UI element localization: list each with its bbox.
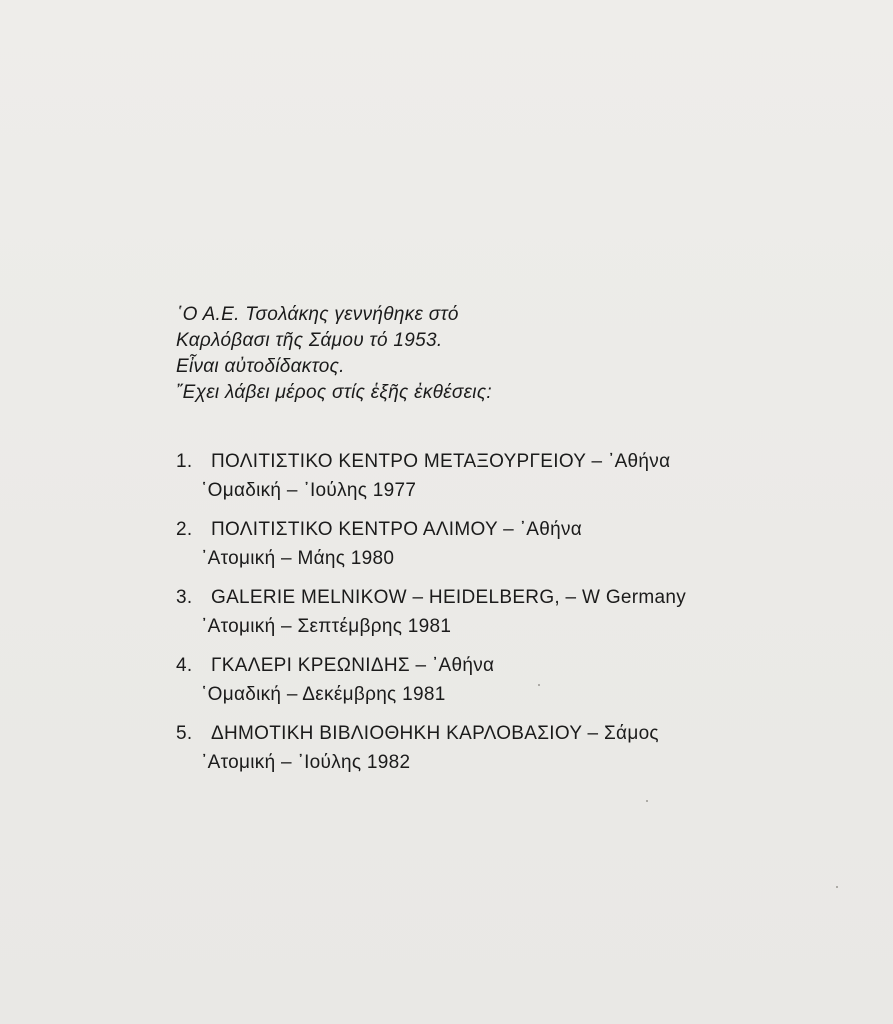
exhibition-title: ΓΚΑΛΕΡΙ ΚΡΕΩΝΙΔΗΣ – ᾿Αθήνα: [211, 655, 495, 676]
exhibition-number: 1.: [176, 451, 193, 472]
paper-speck: [538, 684, 540, 686]
exhibition-title: GALERIE MELNIKOW – HEIDELBERG, – W Germany: [211, 587, 687, 608]
exhibition-number: 4.: [176, 655, 193, 676]
exhibition-detail: ᾿Ατομική – Μάης 1980: [201, 548, 395, 569]
biography-line: ῎Εχει λάβει μέρος στίς ἑξῆς ἐκθέσεις:: [176, 382, 492, 403]
biography-line: Καρλόβασι τῆς Σάμου τό 1953.: [176, 330, 443, 351]
biography-line: Εἶναι αὐτοδίδακτος.: [176, 356, 345, 377]
exhibition-title: ΠΟΛΙΤΙΣΤΙΚΟ ΚΕΝΤΡΟ ΑΛΙΜΟΥ – ᾿Αθήνα: [211, 519, 583, 540]
paper-speck: [836, 886, 838, 888]
exhibition-title: ΔΗΜΟΤΙΚΗ ΒΙΒΛΙΟΘΗΚΗ ΚΑΡΛΟΒΑΣΙΟΥ – Σάμος: [211, 723, 659, 744]
biography-line: ῾Ο Α.Ε. Τσολάκης γεννήθηκε στό: [176, 304, 459, 325]
exhibition-detail: ῾Ομαδική – Δεκέμβρης 1981: [201, 684, 446, 705]
paper-speck: [646, 800, 648, 802]
exhibition-number: 2.: [176, 519, 193, 540]
exhibition-detail: ᾿Ατομική – Σεπτέμβρης 1981: [201, 616, 452, 637]
exhibition-title: ΠΟΛΙΤΙΣΤΙΚΟ ΚΕΝΤΡΟ ΜΕΤΑΞΟΥΡΓΕΙΟΥ – ᾿Αθήνα: [211, 451, 671, 472]
exhibition-detail: ᾿Ατομική – ᾿Ιούλης 1982: [201, 752, 411, 773]
biography-text: [176, 302, 492, 406]
exhibition-number: 5.: [176, 723, 193, 744]
exhibition-number: 3.: [176, 587, 193, 608]
exhibition-detail: ῾Ομαδική – ᾿Ιούλης 1977: [201, 480, 417, 501]
